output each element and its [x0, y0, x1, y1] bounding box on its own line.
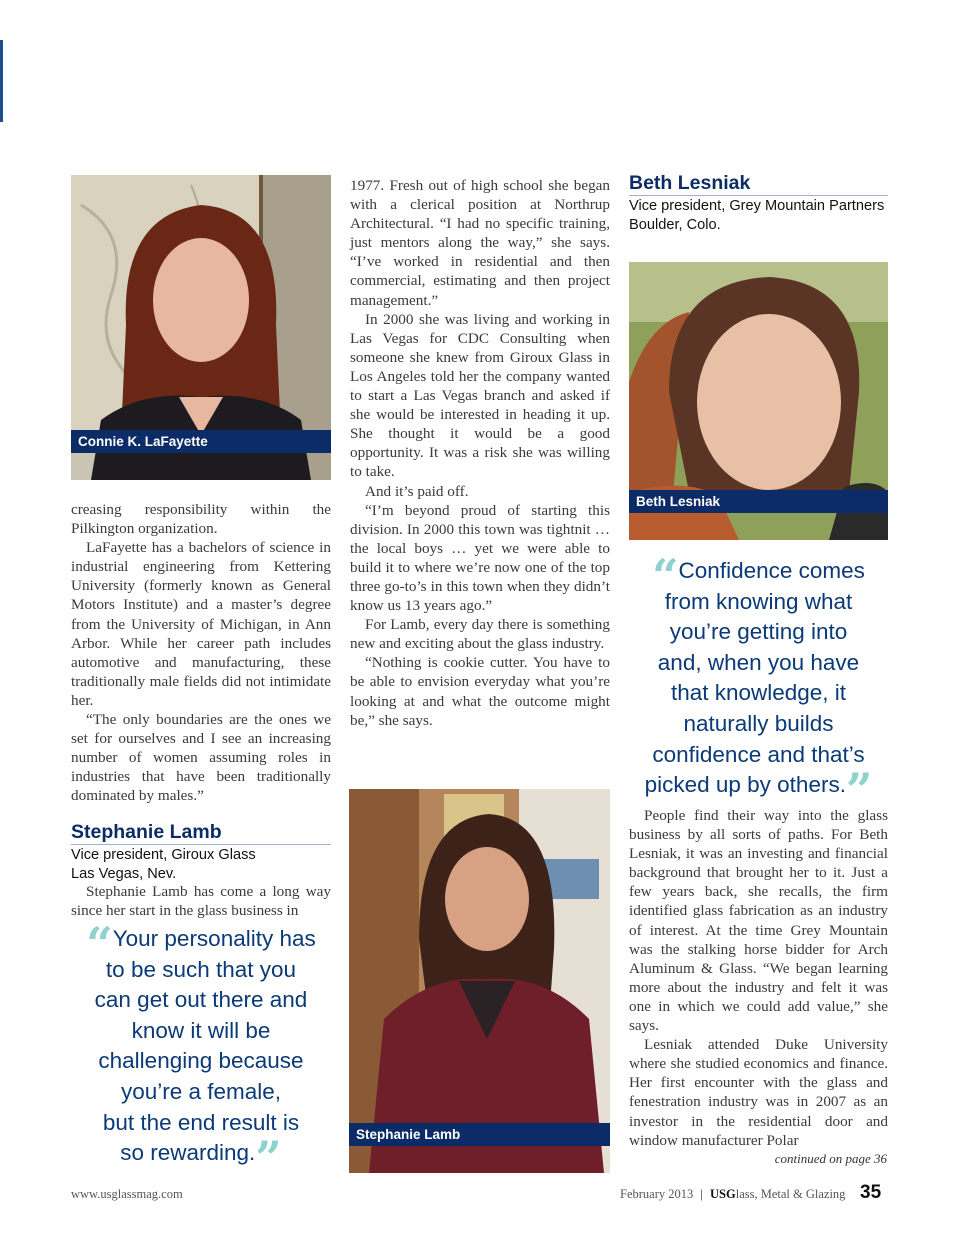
- paragraph: People find their way into the glass business by all sorts of paths. For Beth Lesniak, it was an investing and financial background that brought her to it. Just a few years back, she recalls, the firm identified glass fabrication as an industry of interest. At the time Grey Mountain was the stalking horse bidder for Arch Aluminum & Glass. “We began learning more about the industry and felt it was one in which we could add value,” she says.: [629, 807, 888, 1035]
- continued-note: continued on page 36: [774, 1151, 887, 1166]
- margin-accent-bar: [0, 40, 3, 122]
- photo-caption: Beth Lesniak: [629, 490, 888, 513]
- paragraph: LaFayette has a bachelors of science in industrial engineering from Kettering University (formerly known as General Motors Institute) and a master’s degree from the University of Michigan, in Ann Arbor. While her career path includes automotive and manufacturing, these traditionally male fields did not intimidate her.: [71, 539, 331, 709]
- photo-beth-lesniak: [629, 262, 888, 540]
- profile-location: Las Vegas, Nev.: [71, 866, 177, 882]
- paragraph: creasing responsibility within the Pilkington organization.: [71, 501, 331, 538]
- quote-line: naturally builds: [683, 710, 834, 736]
- quote-line: “Confidence comes: [652, 549, 865, 603]
- paragraph: And it’s paid off.: [365, 482, 469, 500]
- footer-separator: |: [700, 1187, 703, 1201]
- quote-line: that knowledge, it: [670, 680, 847, 706]
- quote-line: you’re getting into: [669, 619, 848, 645]
- profile-heading-stephanie: [71, 821, 331, 884]
- profile-name: Beth Lesniak: [629, 172, 888, 196]
- open-quote-icon: “: [86, 917, 113, 971]
- footer-issue: February 2013: [620, 1187, 694, 1201]
- photo-caption: Stephanie Lamb: [349, 1123, 610, 1146]
- paragraph: “The only boundaries are the ones we set for ourselves and I see an increasing number of women assuming roles in industries that have been traditionally dominated by males.”: [71, 711, 331, 805]
- quote-line: you’re a female,: [120, 1078, 282, 1104]
- quote-line: and, when you have: [657, 649, 860, 675]
- footer-issue-info: [620, 1187, 845, 1202]
- pull-quote-stephanie: [71, 917, 331, 1186]
- paragraph: Stephanie Lamb has come a long way since her start in the glass business in: [71, 883, 331, 920]
- quote-line: can get out there and: [94, 987, 308, 1013]
- paragraph: In 2000 she was living and working in Las Vegas for CDC Consulting when someone she knew from Giroux Glass in Los Angeles told her the company wanted to start a Las Vegas branch and asked if she would be interested in heading it up. She thought it would be a good opportunity. It was a risk she was willing to take.: [350, 310, 610, 481]
- paragraph: “I’m beyond proud of starting this division. In 2000 this town was tightnit … the local boys … yet we were able to build it to where we’re now one of the top three go-to’s in this town when they didn’t know us 13 years ago.”: [350, 501, 610, 615]
- quote-line: picked up by others.”: [644, 763, 873, 818]
- quote-line: know it will be: [131, 1017, 271, 1043]
- profile-intro: [71, 882, 331, 920]
- profile-title: Vice president, Grey Mountain Partners: [629, 198, 885, 214]
- quote-line: so rewarding.”: [120, 1131, 282, 1186]
- paragraph: Lesniak attended Duke University where she studied economics and finance. Her first encounter with the glass and fenestration industry was in 2007 as an investor in the residential door and window manufacturer Polar: [629, 1036, 888, 1149]
- pull-quote-beth: [629, 549, 888, 818]
- paragraph: 1977. Fresh out of high school she began with a clerical position at Northrup Architectural. “I had no specific training, just mentors along the way,” she says. “I’ve worked in residential and then commercial, estimating and then project management.”: [350, 177, 610, 309]
- middle-body-text: [350, 176, 610, 730]
- portrait-illustration: [349, 789, 610, 1173]
- quote-line: from knowing what: [664, 588, 853, 614]
- profile-heading-beth: [629, 172, 888, 235]
- quote-line: “Your personality has: [86, 917, 316, 971]
- profile-name: Stephanie Lamb: [71, 821, 331, 845]
- left-body-text: [71, 500, 331, 806]
- quote-line: challenging because: [98, 1048, 304, 1074]
- photo-stephanie-lamb: [349, 789, 610, 1173]
- quote-line: confidence and that’s: [652, 741, 865, 767]
- profile-location: Boulder, Colo.: [629, 217, 721, 233]
- quote-line: to be such that you: [105, 956, 297, 982]
- close-quote-icon: ”: [845, 763, 873, 818]
- page-number: 35: [860, 1182, 882, 1203]
- photo-connie-lafayette: [71, 175, 331, 480]
- open-quote-icon: “: [652, 549, 679, 603]
- footer-url: www.usglassmag.com: [71, 1187, 183, 1201]
- right-body-text: [629, 806, 888, 1150]
- paragraph: For Lamb, every day there is something new and exciting about the glass industry.: [350, 616, 610, 653]
- photo-caption: Connie K. LaFayette: [71, 430, 331, 453]
- paragraph: “Nothing is cookie cutter. You have to be able to envision everyday what you’re looking at and what the outcome might be,” she says.: [350, 654, 610, 729]
- footer-magazine: USGlass, Metal & Glazing: [710, 1187, 846, 1201]
- profile-title: Vice president, Giroux Glass: [71, 847, 256, 863]
- quote-line: but the end result is: [102, 1109, 300, 1135]
- close-quote-icon: ”: [255, 1131, 282, 1186]
